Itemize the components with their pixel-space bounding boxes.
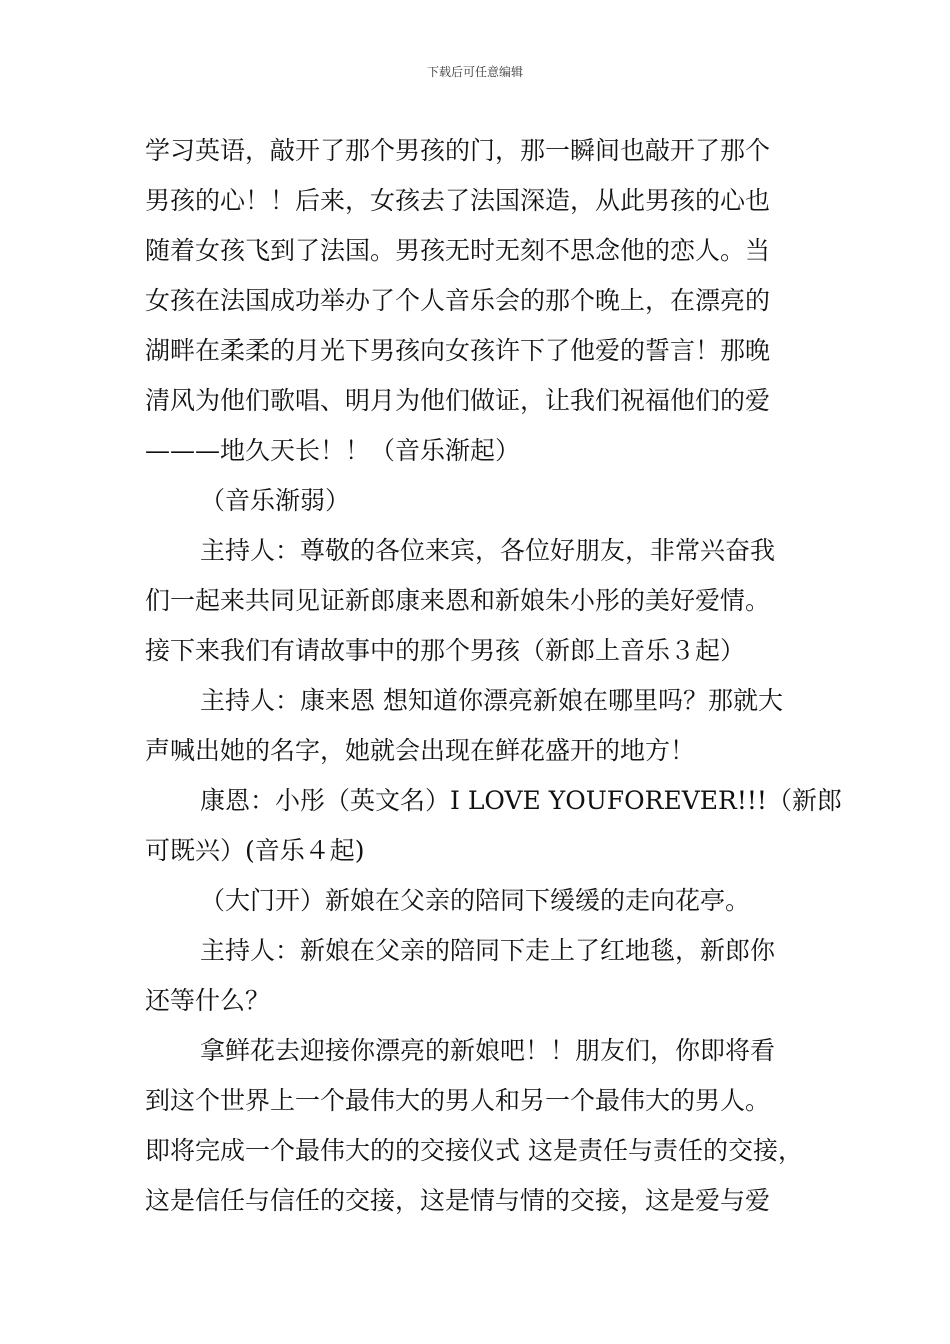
- text-line: ———地久天长！！（音乐渐起）: [145, 436, 521, 465]
- text-line: 拿鲜花去迎接你漂亮的新娘吧！！朋友们，你即将看: [200, 1036, 776, 1065]
- text-line: 学习英语，敲开了那个男孩的门，那一瞬间也敲开了那个: [145, 136, 771, 165]
- text-line: 主持人：尊敬的各位来宾，各位好朋友，非常兴奋我: [200, 536, 776, 565]
- text-line: 到这个世界上一个最伟大的男人和另一个最伟大的男人。: [145, 1086, 771, 1115]
- text-line: 即将完成一个最伟大的的交接仪式 这是责任与责任的交接，: [145, 1136, 803, 1165]
- text-line: 可既兴）(音乐４起): [145, 836, 365, 865]
- text-line: 男孩的心！！后来，女孩去了法国深造，从此男孩的心也: [145, 186, 771, 215]
- text-line: （音乐渐弱）: [200, 486, 351, 515]
- text-line: 接下来我们有请故事中的那个男孩（新郎上音乐３起）: [145, 636, 746, 665]
- text-line: 清风为他们歌唱、明月为他们做证，让我们祝福他们的爱: [145, 386, 771, 415]
- text-line: 主持人：新娘在父亲的陪同下走上了红地毯，新郎你: [200, 936, 776, 965]
- text-line: 康恩：小彤（英文名）I LOVE YOUFOREVER!!!（新郎: [200, 786, 842, 815]
- text-line: （大门开）新娘在父亲的陪同下缓缓的走向花亭。: [200, 886, 751, 915]
- text-line: 声喊出她的名字，她就会出现在鲜花盛开的地方！: [145, 736, 696, 765]
- text-line: 主持人：康来恩 想知道你漂亮新娘在哪里吗？那就大: [200, 686, 783, 715]
- text-line: 随着女孩飞到了法国。男孩无时无刻不思念他的恋人。当: [145, 236, 771, 265]
- text-line: 湖畔在柔柔的月光下男孩向女孩许下了他爱的誓言！那晚: [145, 336, 771, 365]
- page-header: 下载后可任意编辑: [426, 65, 523, 79]
- text-line: 女孩在法国成功举办了个人音乐会的那个晚上，在漂亮的: [145, 286, 771, 315]
- text-line: 这是信任与信任的交接，这是情与情的交接，这是爱与爱: [145, 1186, 771, 1215]
- text-line: 们一起来共同见证新郎康来恩和新娘朱小彤的美好爱情。: [145, 586, 771, 615]
- document-body: [145, 126, 842, 1226]
- text-line: 还等什么？: [145, 986, 271, 1015]
